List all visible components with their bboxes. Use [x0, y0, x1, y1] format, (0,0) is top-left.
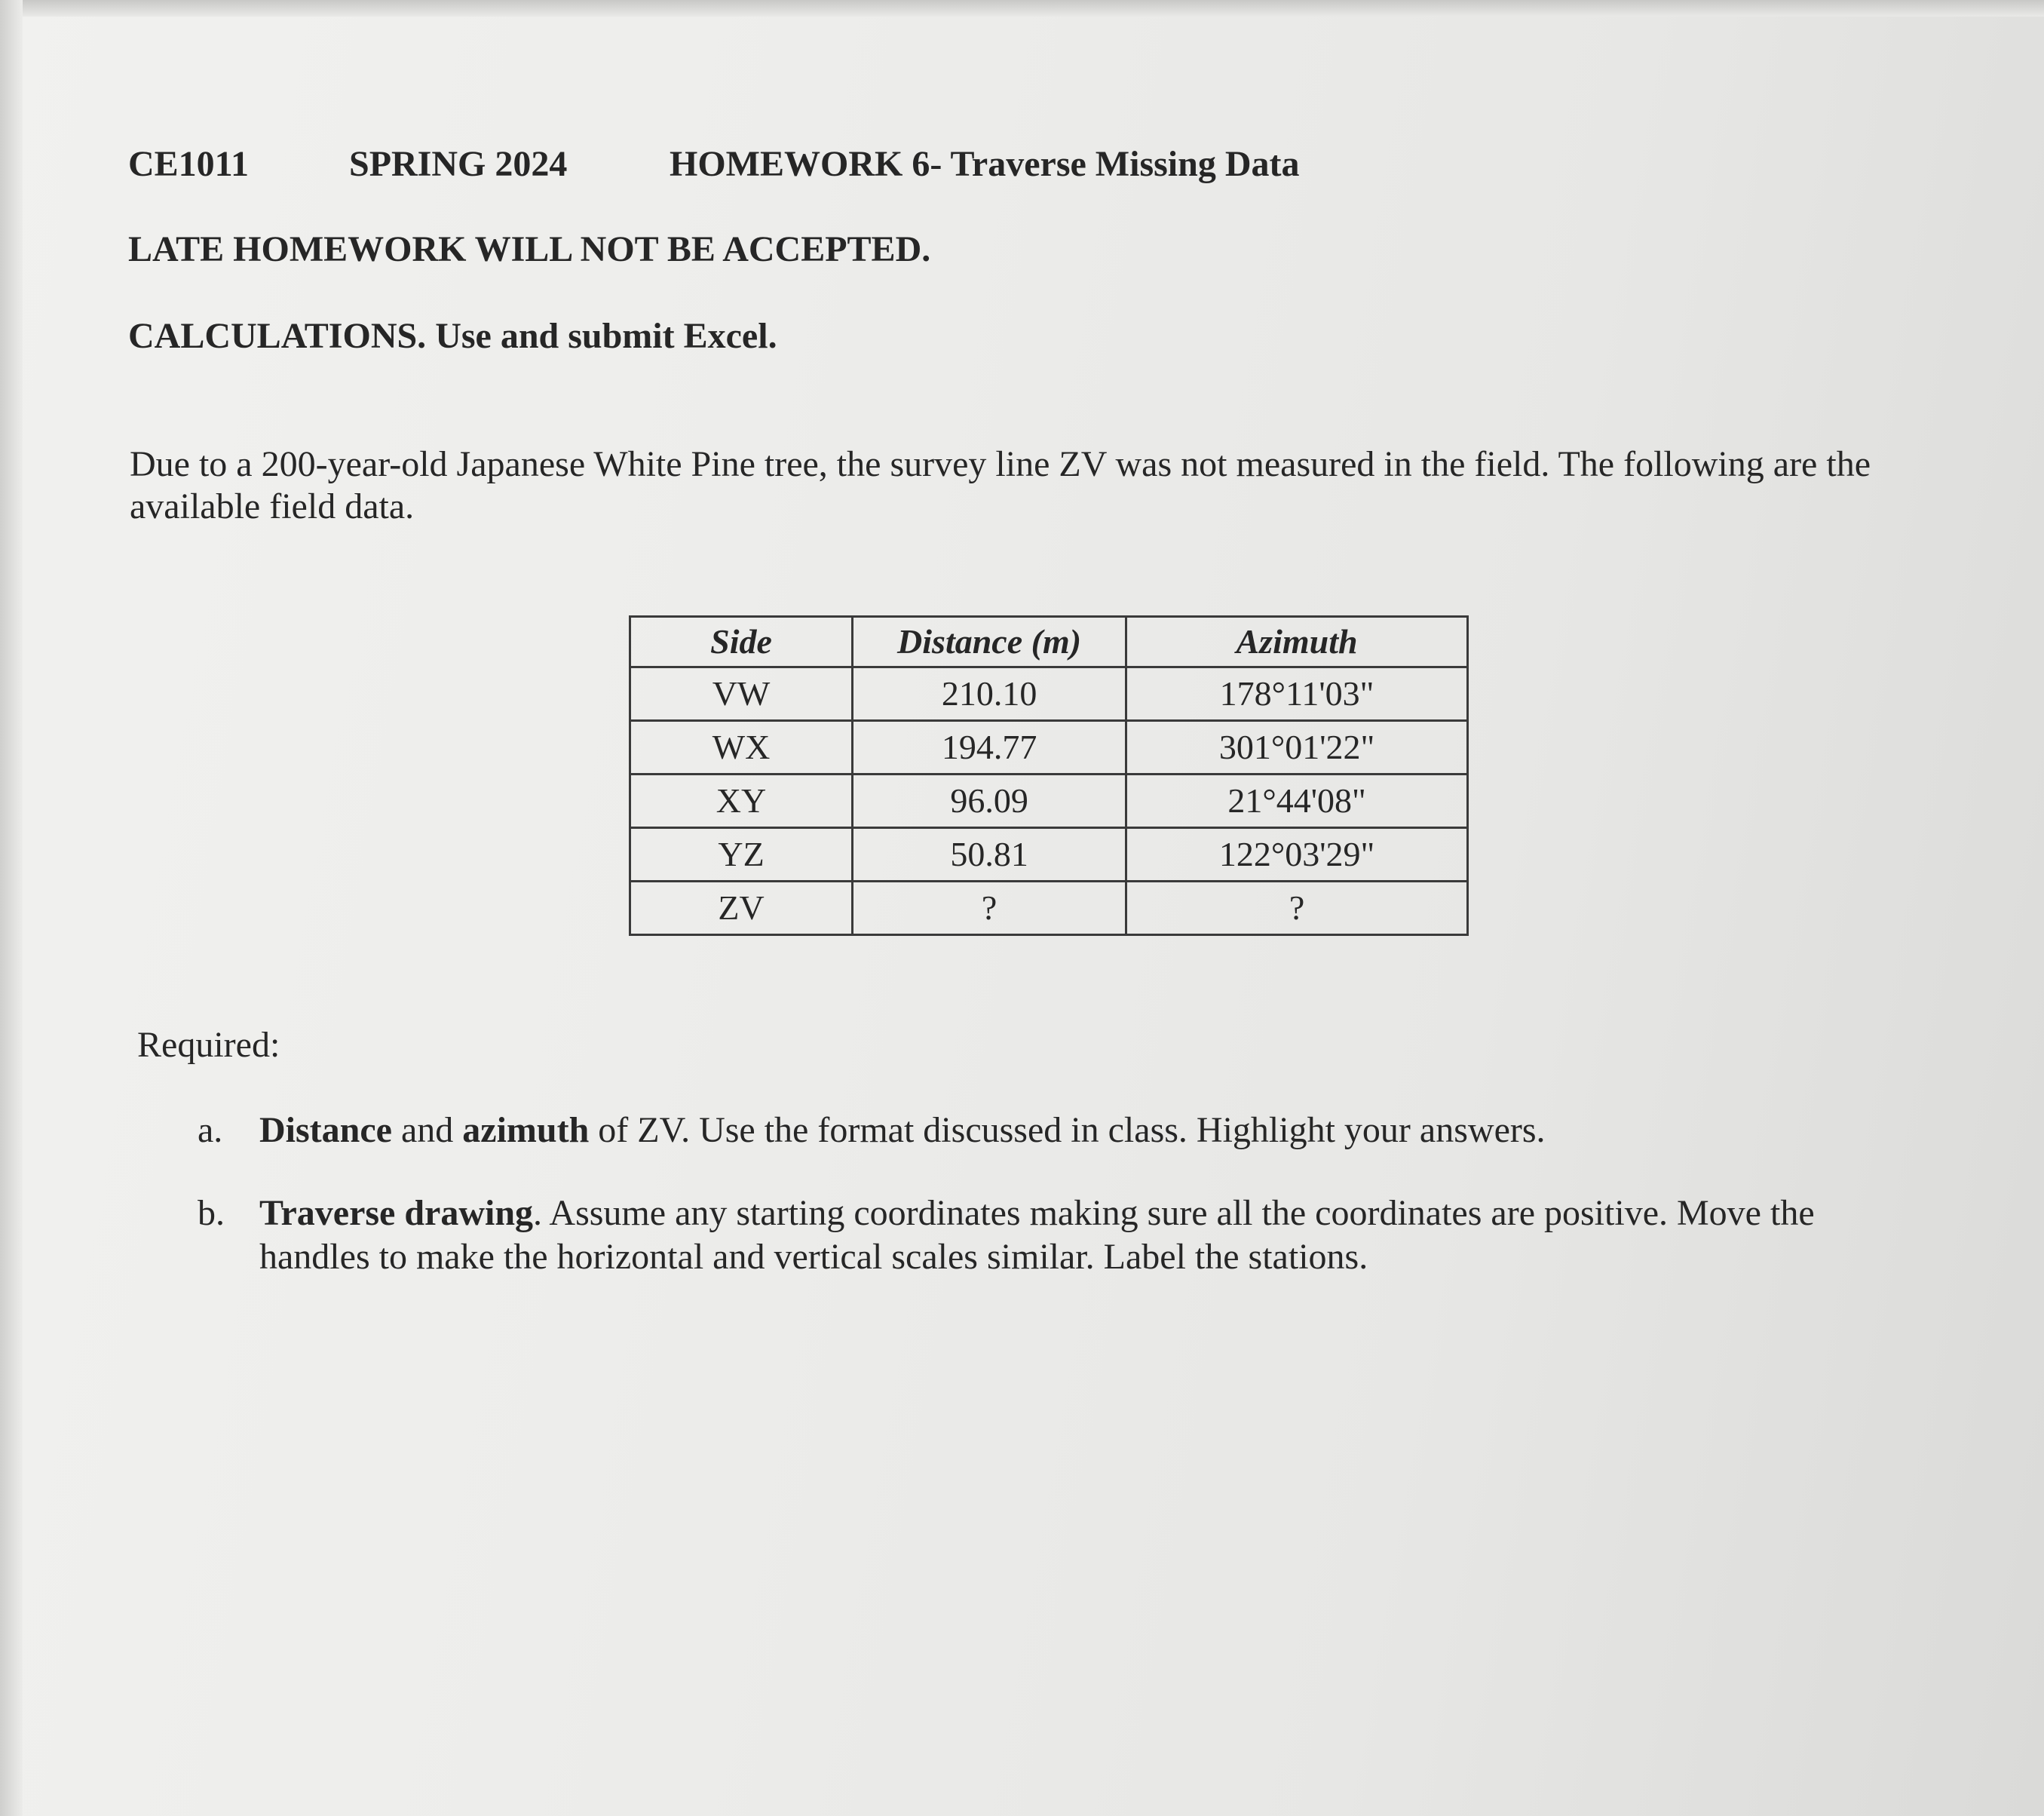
late-notice: LATE HOMEWORK WILL NOT BE ACCEPTED.	[128, 229, 931, 269]
item-a-bold-azimuth: azimuth	[462, 1110, 590, 1150]
side-cell: XY	[630, 775, 853, 828]
azimuth-cell: ?	[1126, 882, 1468, 935]
side-cell: ZV	[630, 882, 853, 935]
side-cell: WX	[630, 721, 853, 775]
calculations-text: Use and submit Excel.	[435, 316, 777, 356]
table-row	[630, 828, 1468, 882]
item-a-text-2: of ZV. Use the format discussed in class. Highlight your answers.	[589, 1110, 1546, 1150]
item-b-text: . Assume any starting coordinates making sure all the coordinates are positive. Move the handles to make the horizontal and vertical scales similar. Label the stations.	[259, 1193, 1815, 1277]
field-data-table	[629, 615, 1469, 936]
azimuth-cell: 122°03'29"	[1126, 828, 1468, 882]
homework-title: HOMEWORK 6- Traverse Missing Data	[670, 144, 1300, 184]
list-marker: a.	[198, 1110, 223, 1150]
table-row	[630, 667, 1468, 721]
course-code: CE1011	[128, 144, 250, 184]
term-label: SPRING 2024	[349, 144, 568, 184]
item-a-bold-distance: Distance	[259, 1110, 392, 1150]
side-cell: VW	[630, 667, 853, 721]
required-item-a	[198, 1109, 1546, 1152]
distance-cell: 194.77	[853, 721, 1126, 775]
distance-cell: 210.10	[853, 667, 1126, 721]
item-b-bold-traverse-drawing: Traverse drawing	[259, 1193, 534, 1233]
column-header-side: Side	[630, 617, 853, 667]
list-marker: b.	[198, 1193, 225, 1233]
table-row	[630, 882, 1468, 935]
required-item-b	[198, 1192, 1918, 1279]
item-a-text-1: and	[391, 1110, 463, 1150]
calculations-instruction	[128, 315, 777, 357]
intro-paragraph: Due to a 200-year-old Japanese White Pine tree, the survey line ZV was not measured in the field. The following are the available field data.	[130, 444, 1871, 526]
calculations-label: CALCULATIONS.	[128, 316, 427, 356]
side-cell: YZ	[630, 828, 853, 882]
azimuth-cell: 301°01'22"	[1126, 721, 1468, 775]
table-header-row	[630, 617, 1468, 667]
column-header-azimuth: Azimuth	[1126, 617, 1468, 667]
column-header-distance: Distance (m)	[853, 617, 1126, 667]
table-row	[630, 775, 1468, 828]
azimuth-cell: 178°11'03"	[1126, 667, 1468, 721]
distance-cell: 96.09	[853, 775, 1126, 828]
azimuth-cell: 21°44'08"	[1126, 775, 1468, 828]
table-row	[630, 721, 1468, 775]
distance-cell: ?	[853, 882, 1126, 935]
distance-cell: 50.81	[853, 828, 1126, 882]
required-label: Required:	[137, 1025, 280, 1065]
